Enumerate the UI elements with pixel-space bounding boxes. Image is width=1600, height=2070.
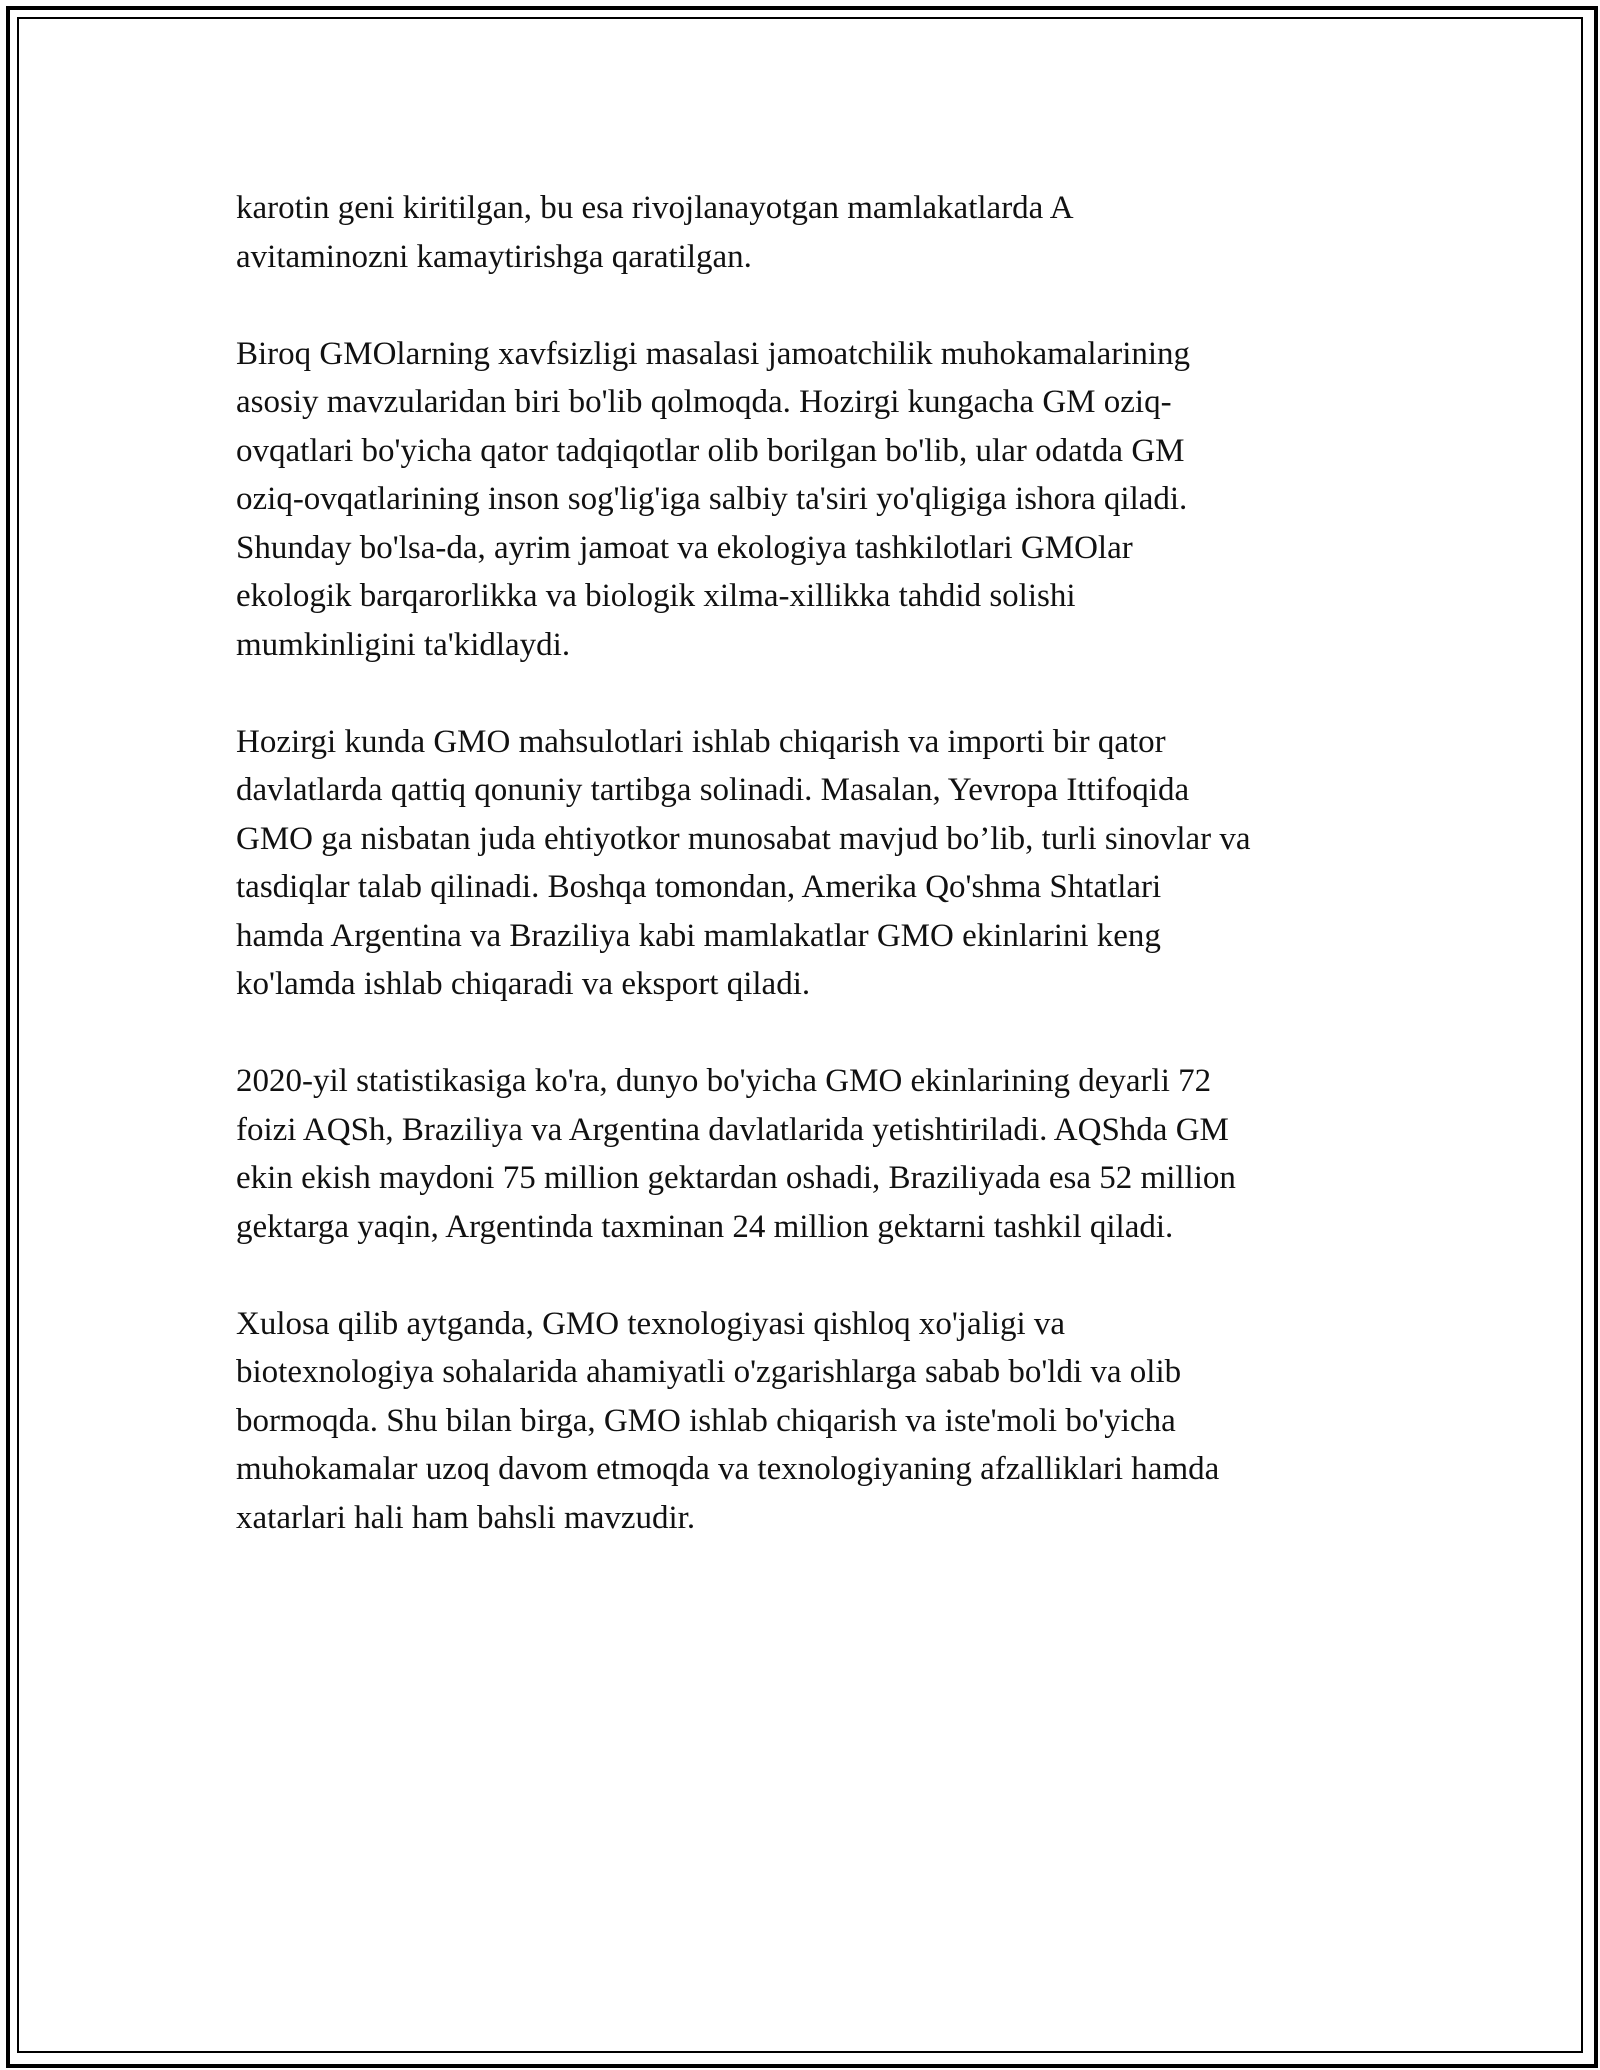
paragraph: Xulosa qilib aytganda, GMO texnologiyasi qishloq xo'jaligi va biotexnologiya sohalarida ahamiyatli o'zgarishlarga sabab bo'ldi va olib bormoqda. Shu bilan birga, GMO ishlab chiqarish va iste'moli bo'yicha muhokamalar uzoq davom etmoqda va texnologiyaning afzalliklari hamda xatarlari hali ham bahsli mavzudir. (236, 1305, 1220, 1536)
document-body (236, 184, 1396, 1591)
paragraph: 2020-yil statistikasiga ko'ra, dunyo bo'yicha GMO ekinlarining deyarli 72 foizi AQSh, Braziliya va Argentina davlatlarida yetishtiriladi. AQShda GM ekin ekish maydoni 75 million gektardan oshadi, Braziliyada esa 52 million gektarga yaqin, Argentinda taxminan 24 million gektarni tashkil qiladi. (236, 1063, 1236, 1245)
paragraph: Biroq GMOlarning xavfsizligi masalasi jamoatchilik muhokamalarining asosiy mavzularidan biri bo'lib qolmoqda. Hozirgi kungacha GM oziq- ovqatlari bo'yicha qator tadqiqotlar olib borilgan bo'lib, ular odatda GM oziq-ovqatlarining inson sog'lig'iga salbiy ta'siri yo'qligiga ishora qiladi. Shunday bo'lsa-da, ayrim jamoat va ekologiya tashkilotlari GMOlar ekologik barqarorlikka va biologik xilma-xillikka tahdid solishi mumkinligini ta'kidlaydi. (236, 335, 1191, 663)
paragraph: karotin geni kiritilgan, bu esa rivojlanayotgan mamlakatlarda A avitaminozni kamaytirishga qaratilgan. (236, 190, 1074, 275)
paragraph: Hozirgi kunda GMO mahsulotlari ishlab chiqarish va importi bir qator davlatlarda qattiq qonuniy tartibga solinadi. Masalan, Yevropa Ittifoqida GMO ga nisbatan juda ehtiyotkor munosabat mavjud bo’lib, turli sinovlar va tasdiqlar talab qilinadi. Boshqa tomondan, Amerika Qo'shma Shtatlari hamda Argentina va Braziliya kabi mamlakatlar GMO ekinlarini keng ko'lamda ishlab chiqaradi va eksport qiladi. (236, 723, 1251, 1002)
